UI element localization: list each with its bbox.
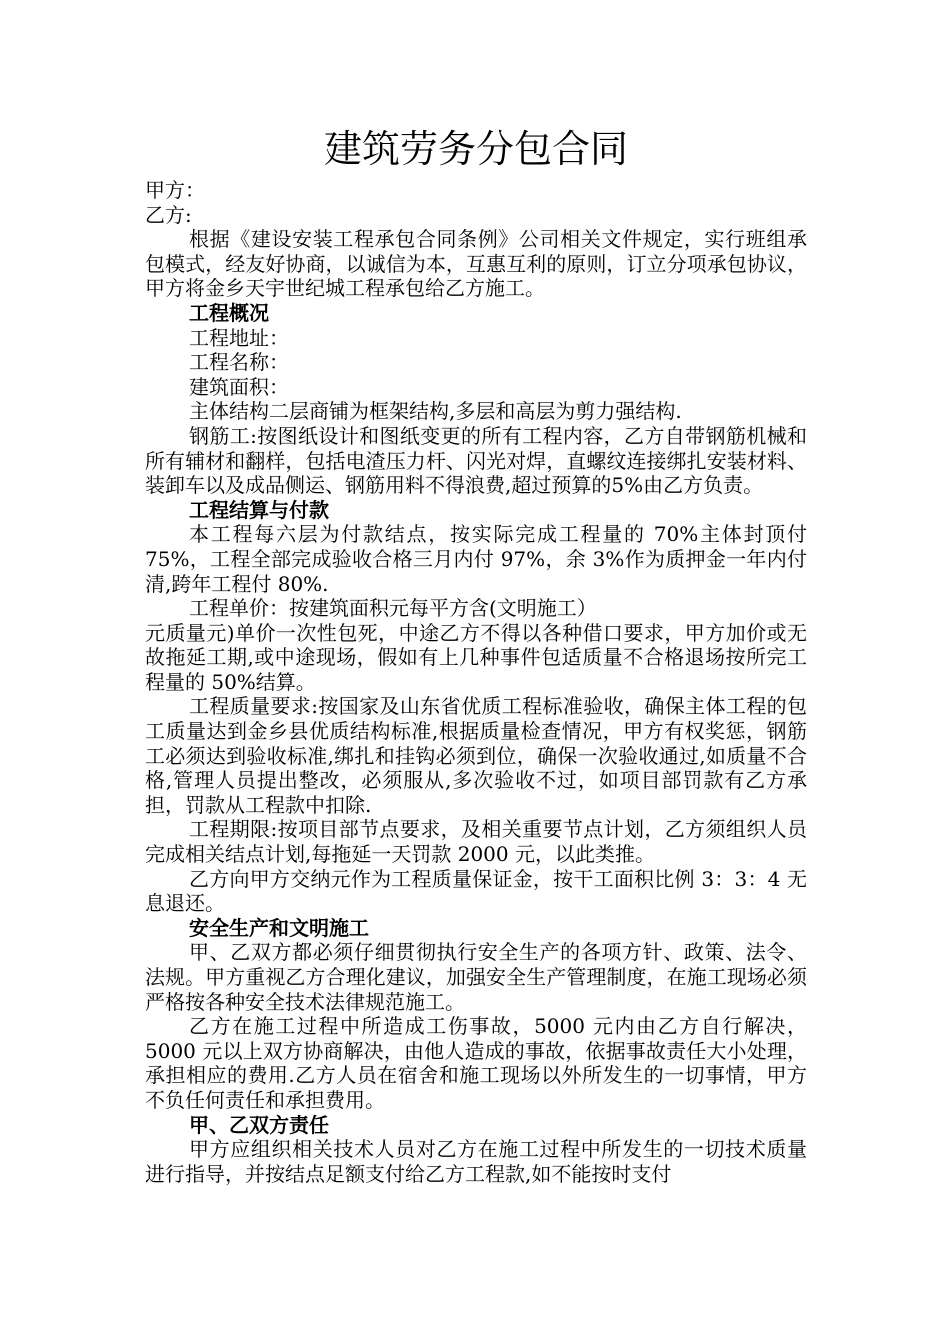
section-heading-overview: 工程概况	[189, 300, 269, 325]
contract-page	[145, 120, 807, 1186]
section-heading-safety: 安全生产和文明施工	[189, 915, 369, 940]
section-heading-settlement: 工程结算与付款	[189, 497, 329, 522]
document-title: 建筑劳务分包合同	[323, 127, 628, 171]
project-address-field: 工程地址：	[189, 325, 289, 350]
deadline-paragraph: 工程期限:按项目部节点要求，及相关重要节点计划，乙方须组织人员完成相关结点计划,每拖延一天罚款 2000 元，以此类推。	[145, 817, 807, 867]
unit-price-line: 工程单价：按建筑面积元每平方含(文明施工）	[189, 596, 597, 621]
party-a-label: 甲方：	[145, 178, 205, 202]
payment-paragraph: 本工程每六层为付款结点，按实际完成工程量的 70%主体封顶付 75%，工程全部完成验收合格三月内付 97%，余 3%作为质押金一年内付清,跨年工程付 80%.	[145, 522, 807, 596]
deposit-paragraph: 乙方向甲方交纳元作为工程质量保证金，按干工面积比例 3：3：4 无息退还。	[145, 866, 807, 916]
quality-paragraph: 工程质量要求:按国家及山东省优质工程标准验收，确保主体工程的包工质量达到金乡县优质结构标准,根据质量检查情况，甲方有权奖惩，钢筋工必须达到验收标准,绑扎和挂钩必须到位，确保一次验收通过,如质量不合格,管理人员提出整改，必须服从,多次验收不过，如项目部罚款有乙方承担，罚款从工程款中扣除.	[145, 694, 807, 817]
section-heading-responsibilities: 甲、乙双方责任	[189, 1112, 329, 1137]
building-area-field: 建筑面积：	[189, 374, 289, 399]
project-name-field: 工程名称：	[189, 350, 289, 375]
accident-paragraph: 乙方在施工过程中所造成工伤事故，5000 元内由乙方自行解决，5000 元以上双方协商解决，由他人造成的事故，依据事故责任大小处理，承担相应的费用.乙方人员在宿舍和施工现场以外所发生的一切事情，甲方不负任何责任和承担费用。	[145, 1014, 807, 1112]
unit-price-paragraph: 元质量元)单价一次性包死，中途乙方不得以各种借口要求，甲方加价或无故拖延工期,或中途现场，假如有上几种事件包适质量不合格退场按所完工程量的 50%结算。	[145, 620, 807, 694]
responsibility-paragraph: 甲方应组织相关技术人员对乙方在施工过程中所发生的一切技术质量进行指导，并按结点足额支付给乙方工程款,如不能按时支付	[145, 1137, 807, 1186]
safety-policy-paragraph: 甲、乙双方都必须仔细贯彻执行安全生产的各项方针、政策、法令、法规。甲方重视乙方合理化建议，加强安全生产管理制度，在施工现场必须严格按各种安全技术法律规范施工。	[145, 940, 807, 1014]
party-b-label: 乙方:	[145, 202, 192, 227]
structure-paragraph: 主体结构二层商铺为框架结构,多层和高层为剪力强结构.	[189, 399, 682, 424]
intro-paragraph: 根据《建设安装工程承包合同条例》公司相关文件规定，实行班组承包模式，经友好协商，以诚信为本，互惠互利的原则，订立分项承包协议，甲方将金乡天宇世纪城工程承包给乙方施工。	[145, 227, 807, 301]
rebar-paragraph: 钢筋工:按图纸设计和图纸变更的所有工程内容，乙方自带钢筋机械和所有辅材和翻样，包括电渣压力杆、闪光对焊，直螺纹连接绑扎安装材料、装卸车以及成品侧运、钢筋用料不得浪费,超过预算的5%由乙方负责。	[145, 423, 807, 498]
